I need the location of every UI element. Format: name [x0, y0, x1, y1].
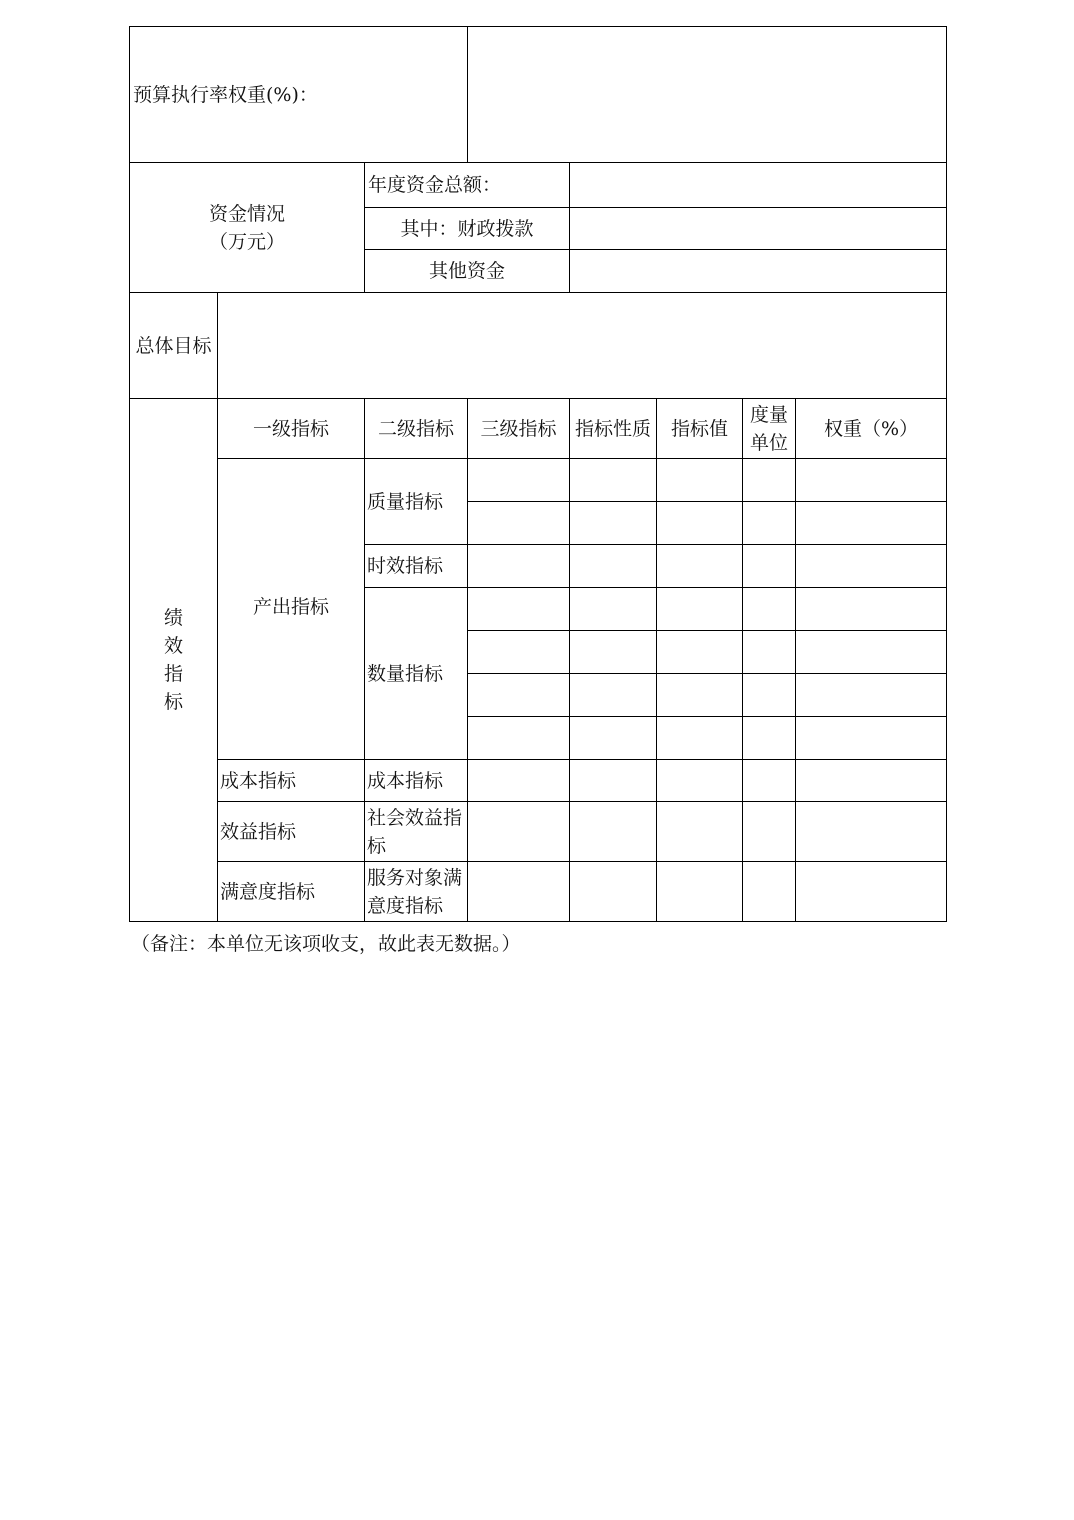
header-level2: 二级指标 [365, 399, 468, 459]
funding-situation-label [130, 163, 365, 293]
header-unit-line2: 单位 [750, 431, 789, 454]
vertical-char: 效 [163, 635, 183, 657]
unit-cell[interactable] [743, 545, 796, 588]
unit-cell[interactable] [743, 802, 796, 862]
value-cell[interactable] [657, 545, 743, 588]
weight-cell[interactable] [796, 674, 947, 717]
unit-cell[interactable] [743, 717, 796, 760]
value-cell[interactable] [657, 459, 743, 502]
level3-cell[interactable] [468, 502, 570, 545]
timeliness-indicator-label: 时效指标 [365, 545, 468, 588]
vertical-char: 标 [163, 691, 183, 713]
level3-cell[interactable] [468, 631, 570, 674]
weight-cell[interactable] [796, 717, 947, 760]
level3-cell[interactable] [468, 588, 570, 631]
level3-cell[interactable] [468, 717, 570, 760]
budget-execution-weight-value[interactable] [468, 27, 947, 163]
unit-cell[interactable] [743, 862, 796, 922]
nature-cell[interactable] [570, 502, 657, 545]
value-cell[interactable] [657, 717, 743, 760]
header-level1: 一级指标 [218, 399, 365, 459]
output-indicator-label: 产出指标 [218, 459, 365, 760]
value-cell[interactable] [657, 802, 743, 862]
nature-cell[interactable] [570, 862, 657, 922]
funding-title-line1: 资金情况 [208, 202, 285, 225]
cost-level1-label: 成本指标 [218, 760, 365, 802]
weight-cell[interactable] [796, 631, 947, 674]
other-funds-value[interactable] [570, 250, 947, 293]
benefit-level2-line2: 标 [367, 834, 387, 857]
satisfaction-level2-line1: 服务对象满 [367, 866, 463, 889]
nature-cell[interactable] [570, 588, 657, 631]
nature-cell[interactable] [570, 631, 657, 674]
nature-cell[interactable] [570, 760, 657, 802]
overall-goal-value[interactable] [218, 293, 947, 399]
value-cell[interactable] [657, 674, 743, 717]
value-cell[interactable] [657, 631, 743, 674]
overall-goal-label: 总体目标 [130, 293, 218, 399]
header-value: 指标值 [657, 399, 743, 459]
level3-cell[interactable] [468, 545, 570, 588]
vertical-char: 绩 [163, 607, 183, 629]
nature-cell[interactable] [570, 802, 657, 862]
benefit-level1-label: 效益指标 [218, 802, 365, 862]
unit-cell[interactable] [743, 674, 796, 717]
header-weight: 权重（%） [796, 399, 947, 459]
performance-indicators-label [130, 399, 218, 922]
level3-cell[interactable] [468, 802, 570, 862]
level3-cell[interactable] [468, 459, 570, 502]
satisfaction-level1-label: 满意度指标 [218, 862, 365, 922]
unit-cell[interactable] [743, 459, 796, 502]
satisfaction-level2-label [365, 862, 468, 922]
weight-cell[interactable] [796, 545, 947, 588]
footnote: （备注：本单位无该项收支，故此表无数据。） [131, 933, 521, 955]
value-cell[interactable] [657, 862, 743, 922]
satisfaction-level2-line2: 意度指标 [367, 894, 444, 917]
value-cell[interactable] [657, 588, 743, 631]
unit-cell[interactable] [743, 760, 796, 802]
fiscal-appropriation-value[interactable] [570, 208, 947, 250]
nature-cell[interactable] [570, 545, 657, 588]
benefit-level2-line1: 社会效益指 [367, 806, 463, 829]
header-nature: 指标性质 [570, 399, 657, 459]
weight-cell[interactable] [796, 588, 947, 631]
fiscal-appropriation-label: 其中：财政拨款 [365, 208, 570, 250]
annual-total-funds-value[interactable] [570, 163, 947, 208]
other-funds-label: 其他资金 [365, 250, 570, 293]
annual-total-funds-label: 年度资金总额： [365, 163, 570, 208]
benefit-level2-label [365, 802, 468, 862]
header-unit-line1: 度量 [750, 403, 789, 426]
performance-target-form [129, 26, 947, 922]
weight-cell[interactable] [796, 802, 947, 862]
budget-execution-weight-label: 预算执行率权重(%)： [130, 27, 468, 163]
nature-cell[interactable] [570, 674, 657, 717]
weight-cell[interactable] [796, 502, 947, 545]
header-unit [743, 399, 796, 459]
weight-cell[interactable] [796, 760, 947, 802]
vertical-char: 指 [163, 663, 183, 685]
level3-cell[interactable] [468, 674, 570, 717]
quantity-indicator-label: 数量指标 [365, 588, 468, 760]
weight-cell[interactable] [796, 459, 947, 502]
funding-title-line2: （万元） [208, 230, 285, 253]
value-cell[interactable] [657, 760, 743, 802]
cost-level2-label: 成本指标 [365, 760, 468, 802]
nature-cell[interactable] [570, 459, 657, 502]
header-level3: 三级指标 [468, 399, 570, 459]
quality-indicator-label: 质量指标 [365, 459, 468, 545]
weight-cell[interactable] [796, 862, 947, 922]
unit-cell[interactable] [743, 631, 796, 674]
level3-cell[interactable] [468, 760, 570, 802]
level3-cell[interactable] [468, 862, 570, 922]
value-cell[interactable] [657, 502, 743, 545]
unit-cell[interactable] [743, 502, 796, 545]
unit-cell[interactable] [743, 588, 796, 631]
nature-cell[interactable] [570, 717, 657, 760]
